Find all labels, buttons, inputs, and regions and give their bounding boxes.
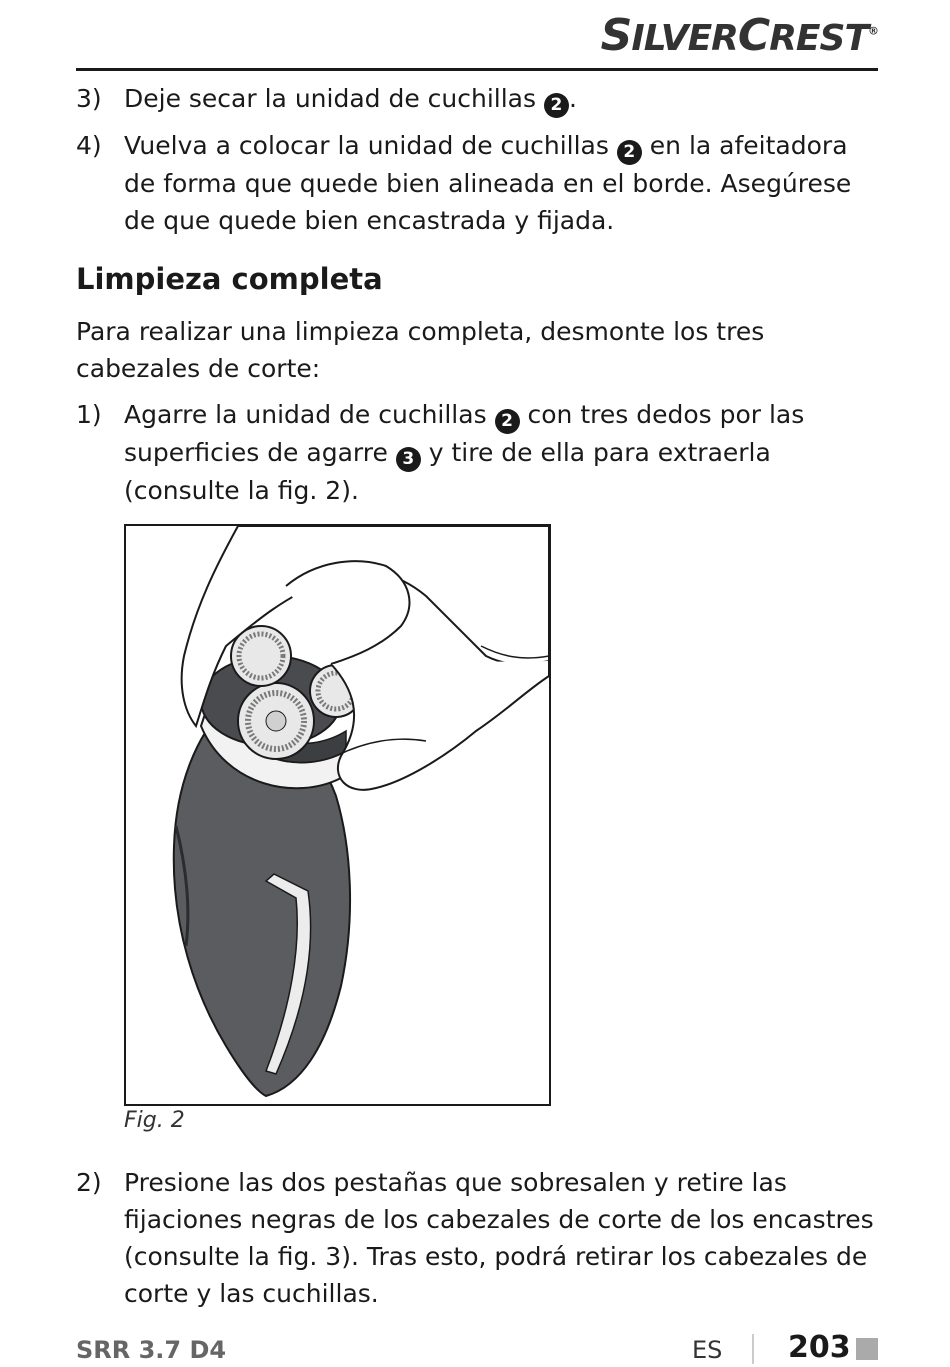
page-number: 203 <box>788 1330 851 1365</box>
shaver-hand-drawing <box>126 526 549 1104</box>
section-title: Limpieza completa <box>76 262 383 296</box>
ref-badge: 2 <box>617 140 642 165</box>
footer-separator <box>752 1334 754 1364</box>
figure-caption: Fig. 2 <box>124 1108 185 1133</box>
figure-shaver-illustration <box>124 524 551 1106</box>
footer-language: ES <box>692 1336 723 1364</box>
step-3: 3) Deje secar la unidad de cuchillas 2 . <box>76 80 876 118</box>
ref-badge: 2 <box>495 409 520 434</box>
brand-logo: SILVERCREST® <box>600 10 878 61</box>
header-rule <box>76 68 878 71</box>
footer-model: SRR 3.7 D4 <box>76 1336 227 1364</box>
step-2: 2) Presione las dos pestañas que sobresalen y retire las fijaciones negras de los cabezales de corte de los encastres (consulte la fig. 3). Tras esto, podrá retirar los cabezales de corte y las cuchillas. <box>76 1168 874 1308</box>
section-intro: Para realizar una limpieza completa, desmonte los tres cabezales de corte: <box>76 317 765 383</box>
step-4: 4) Vuelva a colocar la unidad de cuchillas 2 en la afeitadora de forma que quede bien alineada en el borde. Asegúrese de que quede bien encastrada y fijada. <box>76 131 852 235</box>
ref-badge: 2 <box>544 93 569 118</box>
page-marker <box>856 1338 878 1360</box>
ref-badge: 3 <box>396 447 421 472</box>
step-1: 1) Agarre la unidad de cuchillas 2 con tres dedos por las superficies de agarre 3 y tire de ella para extraerla (consulte la fig. 2). <box>76 400 805 505</box>
